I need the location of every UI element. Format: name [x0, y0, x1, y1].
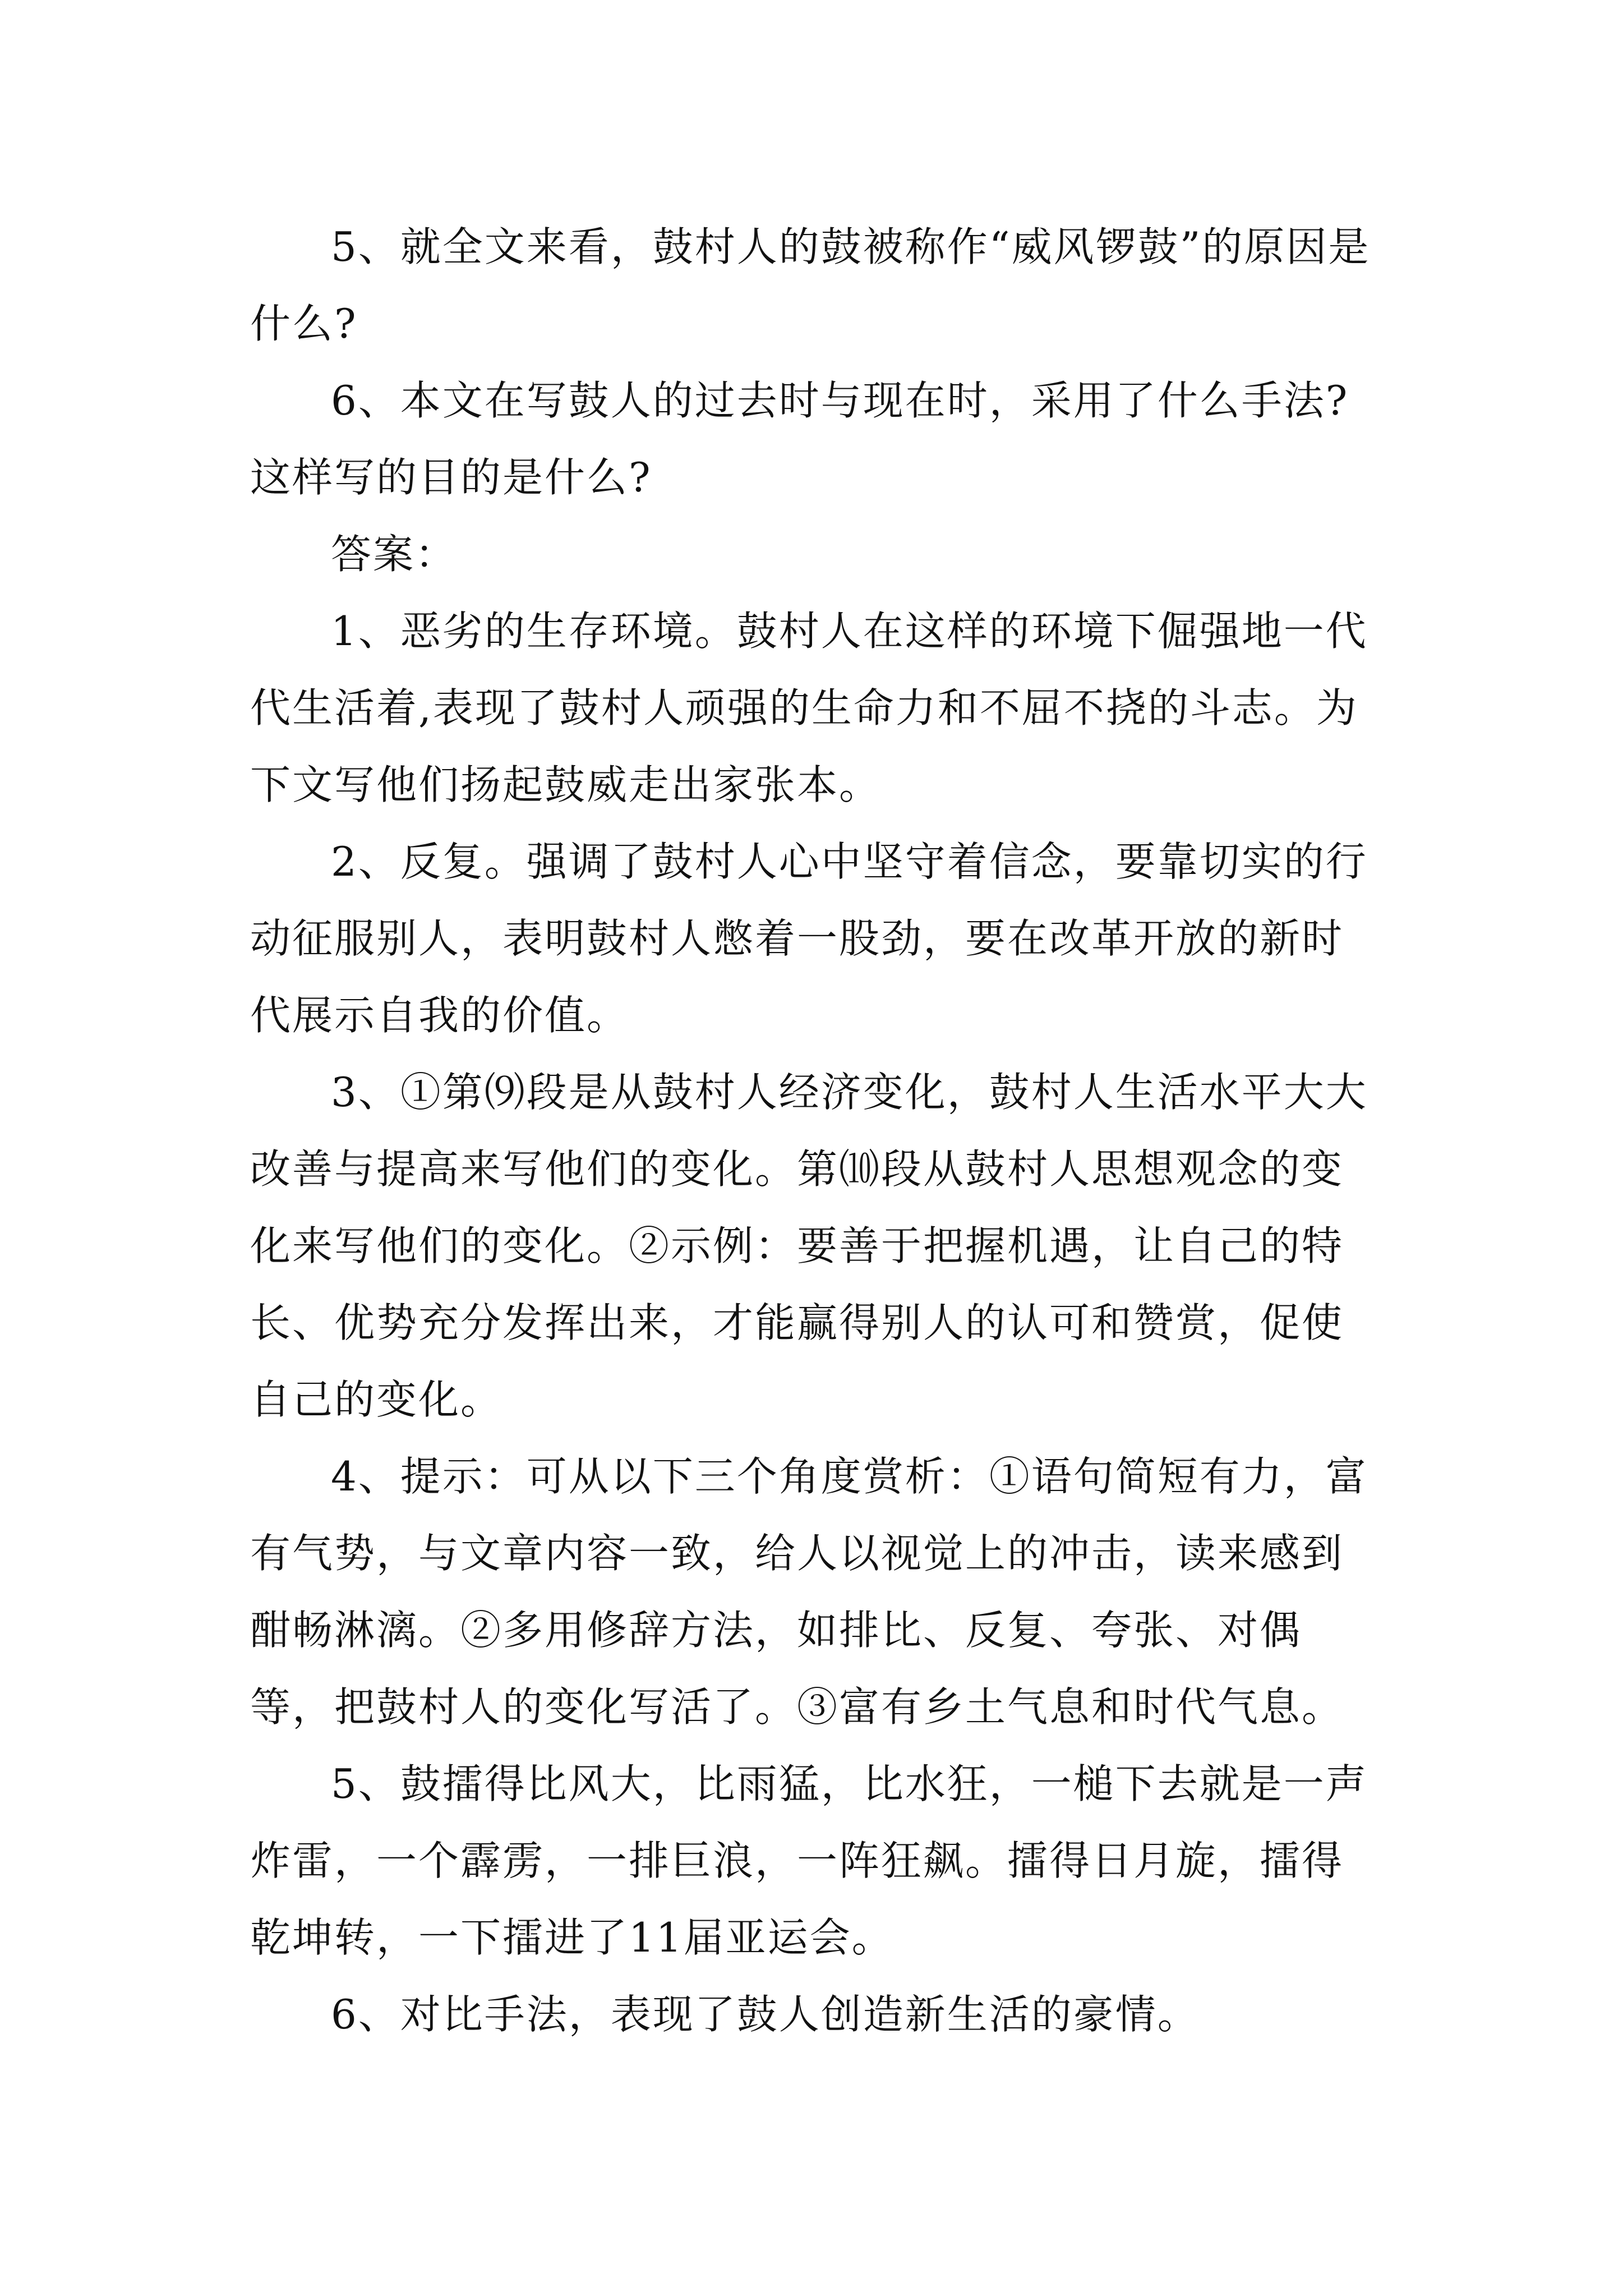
question-5-paragraph: 5、就全文来看，鼓村人的鼓被称作“威风锣鼓”的原因是什么? — [250, 223, 1371, 347]
answer-2-paragraph: 2、反复。强调了鼓村人心中坚守着信念，要靠切实的行动征服别人，表明鼓村人憋着一股劲，要在改革开放的新时代展示自我的价值。 — [250, 838, 1368, 1039]
answer-3-paragraph: 3、①第⑼段是从鼓村人经济变化，鼓村人生活水平大大改善与提高来写他们的变化。第⑽段从鼓村人思想观念的变化来写他们的变化。②示例：要善于把握机遇，让自己的特长、优势充分发挥出来，才能赢得别人的认可和赞赏，促使自己的变化。 — [250, 1069, 1368, 1423]
answer-4-paragraph: 4、提示：可从以下三个角度赏析：①语句简短有力，富有气势，与文章内容一致，给人以视觉上的冲击，读来感到酣畅淋漓。②多用修辞方法，如排比、反复、夸张、对偶等，把鼓村人的变化写活了。③富有乡土气息和时代气息。 — [250, 1453, 1368, 1731]
answer-6-paragraph: 6、对比手法，表现了鼓人创造新生活的豪情。 — [331, 1991, 1200, 2038]
answer-5-paragraph: 5、鼓擂得比风大，比雨猛，比水狂，一槌下去就是一声炸雷，一个霹雳，一排巨浪，一阵狂飙。擂得日月旋，擂得乾坤转，一下擂进了11届亚运会。 — [250, 1760, 1368, 1961]
question-6-paragraph: 6、本文在写鼓人的过去时与现在时，采用了什么手法?这样写的目的是什么? — [250, 377, 1349, 501]
answer-1-paragraph: 1、恶劣的生存环境。鼓村人在这样的环境下倔强地一代代生活着,表现了鼓村人顽强的生命力和不屈不挠的斗志。为下文写他们扬起鼓威走出家张本。 — [250, 608, 1368, 808]
document-body — [250, 209, 1377, 2053]
answers-heading: 答案： — [331, 531, 458, 578]
